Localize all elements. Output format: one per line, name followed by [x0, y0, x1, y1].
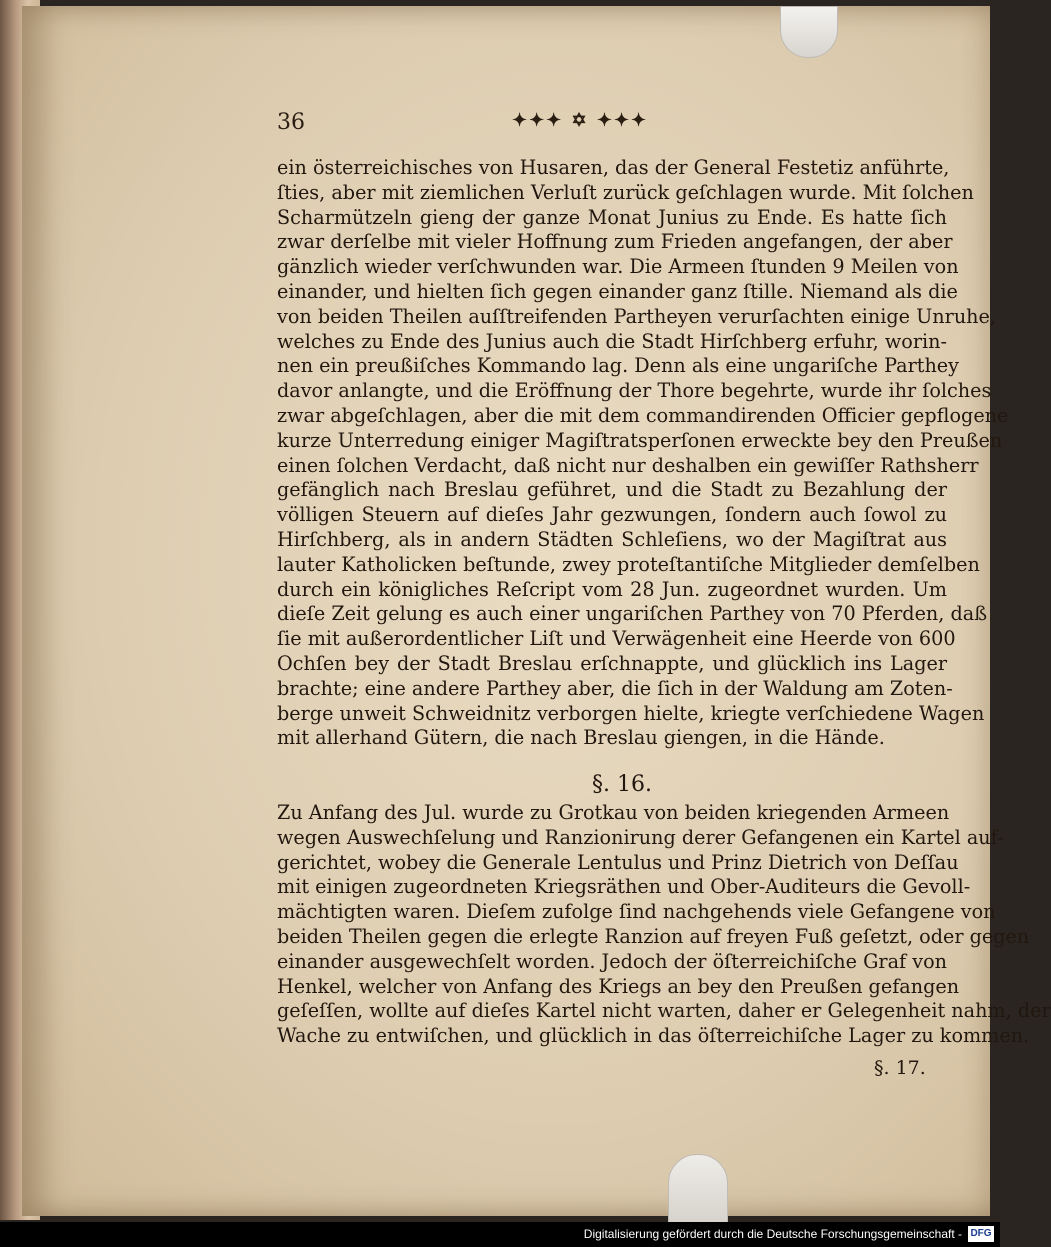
text-line: gänzlich wieder verſchwunden war. Die Armeen ſtunden 9 Meilen von [277, 255, 959, 279]
page-header [277, 106, 942, 142]
text-line: lauter Katholicken beſtunde, zwey proteſtantiſche Mitglieder demſelben [277, 552, 980, 576]
text-line: brachte; eine andere Parthey aber, die ſich in der Waldung am Zoten- [277, 676, 953, 700]
page-clip-bottom [668, 1154, 728, 1226]
text-line: ein österreichisches von Husaren, das der General Festetiz anführte, [277, 156, 950, 179]
text-line: Wache zu entwiſchen, und glücklich in das öſterreichiſche Lager zu kommen. [277, 1024, 1030, 1048]
page-clip-top [780, 6, 838, 58]
text-line: welches zu Ende des Junius auch die Stadt Hirſchberg erfuhr, worin- [277, 329, 947, 353]
text-line: mit allerhand Gütern, die nach Breslau giengen, in die Hände. [277, 726, 885, 750]
text-line: Ochſen bey der Stadt Breslau erſchnappte, und glücklich ins Lager [277, 651, 947, 675]
dfg-logo: DFG [968, 1226, 994, 1242]
text-line: wegen Auswechſelung und Ranzionirung derer Gefangenen ein Kartel auf- [277, 825, 1004, 849]
text-line: durch ein königliches Reſcript vom 28 Jun. zugeordnet wurden. Um [277, 577, 947, 601]
book-page [22, 6, 1051, 1216]
text-line: einander, und hielten ſich gegen einander ganz ſtille. Niemand als die [277, 279, 958, 303]
text-line: zwar derſelbe mit vieler Hoffnung zum Frieden angefangen, der aber [277, 230, 953, 254]
text-line: völligen Steuern auf dieſes Jahr gezwungen, ſondern auch ſowol zu [277, 503, 947, 527]
text-line: ſie mit außerordentlicher Liſt und Verwägenheit eine Heerde von 600 [277, 627, 956, 651]
text-line: Henkel, welcher von Anfang des Kriegs an bey den Preußen gefangen [277, 974, 960, 998]
text-line: davor anlangte, und die Eröffnung der Thore begehrte, wurde ihr ſolches [277, 379, 992, 403]
text-line: gerichtet, wobey die Generale Lentulus und Prinz Dietrich von Deſſau [277, 850, 959, 874]
text-line: mächtigten waren. Dieſem zufolge ſind nachgehends viele Gefangene von [277, 900, 996, 924]
text-line: gefänglich nach Breslau geführet, und die Stadt zu Bezahlung der [277, 478, 947, 502]
text-line: Scharmützeln gieng der ganze Monat Junius zu Ende. Es hatte ſich [277, 205, 947, 229]
catchword: §. 17. [874, 1057, 926, 1079]
text-line: dieſe Zeit gelung es auch einer ungariſchen Parthey von 70 Pferden, daß [277, 602, 988, 626]
text-line: nen ein preußiſches Kommando lag. Denn als eine ungariſche Parthey [277, 354, 959, 378]
text-line: zwar abgeſchlagen, aber die mit dem commandirenden Officier gepflogene [277, 403, 1009, 427]
header-ornament: ✦✦✦ ✡ ✦✦✦ [512, 110, 649, 131]
footer-text: Digitalisierung gefördert durch die Deutsche Forschungsgemeinschaft - [583, 1227, 962, 1241]
text-line: einen ſolchen Verdacht, daß nicht nur deshalben ein gewiſſer Rathsherr [277, 453, 979, 477]
text-line: Hirſchberg, als in andern Städten Schleſiens, wo der Magiſtrat aus [277, 527, 947, 551]
page-number: 36 [277, 110, 305, 135]
text-line: beiden Theilen gegen die erlegte Ranzion auf freyen Fuß geſetzt, oder gegen [277, 924, 1030, 948]
paragraph-1 [277, 156, 1009, 751]
paragraph-2 [277, 801, 1051, 1049]
text-line: von beiden Theilen auſſtreifenden Partheyen verurſachten einige Unruhe, [277, 304, 996, 328]
text-line: kurze Unterredung einiger Magiſtratsperſonen erweckte bey den Preußen [277, 428, 1003, 452]
text-line: geſeſſen, wollte auf dieſes Kartel nicht warten, daher er Gelegenheit nahm, der [277, 999, 1051, 1023]
text-line: berge unweit Schweidnitz verborgen hielte, kriegte verſchiedene Wagen [277, 701, 985, 725]
section-title: §. 16. [592, 772, 652, 797]
text-line: ſties, aber mit ziemlichen Verluſt zurück geſchlagen wurde. Mit ſolchen [277, 180, 974, 204]
footer-bar [0, 1222, 1000, 1247]
text-line: einander ausgewechſelt worden. Jedoch der öſterreichiſche Graf von [277, 949, 947, 973]
text-line: mit einigen zugeordneten Kriegsräthen und Ober-Auditeurs die Gevoll- [277, 875, 971, 899]
text-line: Zu Anfang des Jul. wurde zu Grotkau von beiden kriegenden Armeen [277, 801, 950, 824]
